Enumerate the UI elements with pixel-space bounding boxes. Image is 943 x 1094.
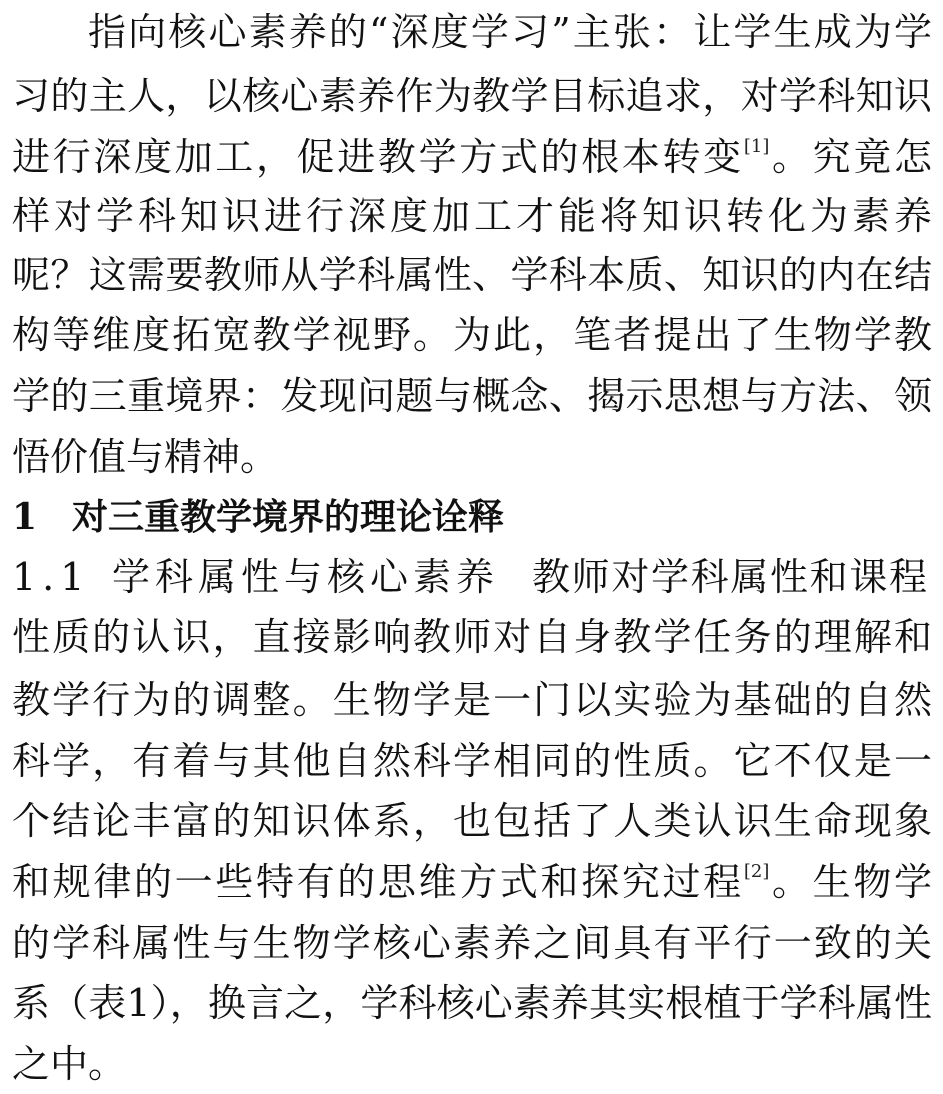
subsection-number: 1.1	[12, 555, 91, 599]
section-number: 1	[12, 496, 38, 538]
paragraph-line	[12, 852, 932, 912]
text-run: 和规律的一些特有的思维方式和探究过程	[12, 860, 744, 904]
paragraph-line: 学的三重境界：发现问题与概念、揭示思想与方法、领	[12, 374, 932, 418]
citation-1[interactable]: [1]	[743, 136, 770, 157]
paragraph-line: 系（表1），换言之，学科核心素养其实根植于学科属性	[12, 981, 932, 1025]
section-heading	[12, 487, 932, 547]
paragraph-line: 样对学科知识进行深度加工才能将知识转化为素养	[12, 194, 932, 238]
paragraph-line: 科学，有着与其他自然科学相同的性质。它不仅是一	[12, 739, 932, 783]
paragraph-line: 性质的认识，直接影响教师对自身教学任务的理解和	[12, 615, 932, 659]
paragraph-line: 呢？这需要教师从学科属性、学科本质、知识的内在结	[12, 253, 932, 297]
paragraph-line: 之中。	[12, 1042, 127, 1086]
paragraph-line: 个结论丰富的知识体系，也包括了人类认识生命现象	[12, 799, 932, 843]
subsection-line	[12, 547, 932, 607]
paragraph-line	[12, 127, 932, 187]
paragraph-line: 指向核心素养的“深度学习”主张：让学生成为学	[88, 10, 932, 54]
section-title: 对三重教学境界的理论诠释	[72, 497, 505, 538]
citation-2[interactable]: [2]	[743, 861, 770, 882]
text-run: 。究竟怎	[769, 135, 932, 179]
text-run: 进行深度加工，促进教学方式的根本转变	[12, 135, 744, 179]
paragraph-line: 习的主人，以核心素养作为教学目标追求，对学科知识	[12, 74, 932, 118]
paragraph-line: 构等维度拓宽教学视野。为此，笔者提出了生物学教	[12, 313, 932, 357]
paragraph-line: 的学科属性与生物学核心素养之间具有平行一致的关	[12, 921, 932, 965]
text-run: 。生物学	[769, 860, 932, 904]
paragraph-line: 悟价值与精神。	[12, 435, 279, 479]
subsection-title: 学科属性与核心素养	[112, 555, 500, 599]
text-run: 教师对学科属性和课程	[532, 555, 927, 599]
paragraph-line: 教学行为的调整。生物学是一门以实验为基础的自然	[12, 678, 932, 722]
